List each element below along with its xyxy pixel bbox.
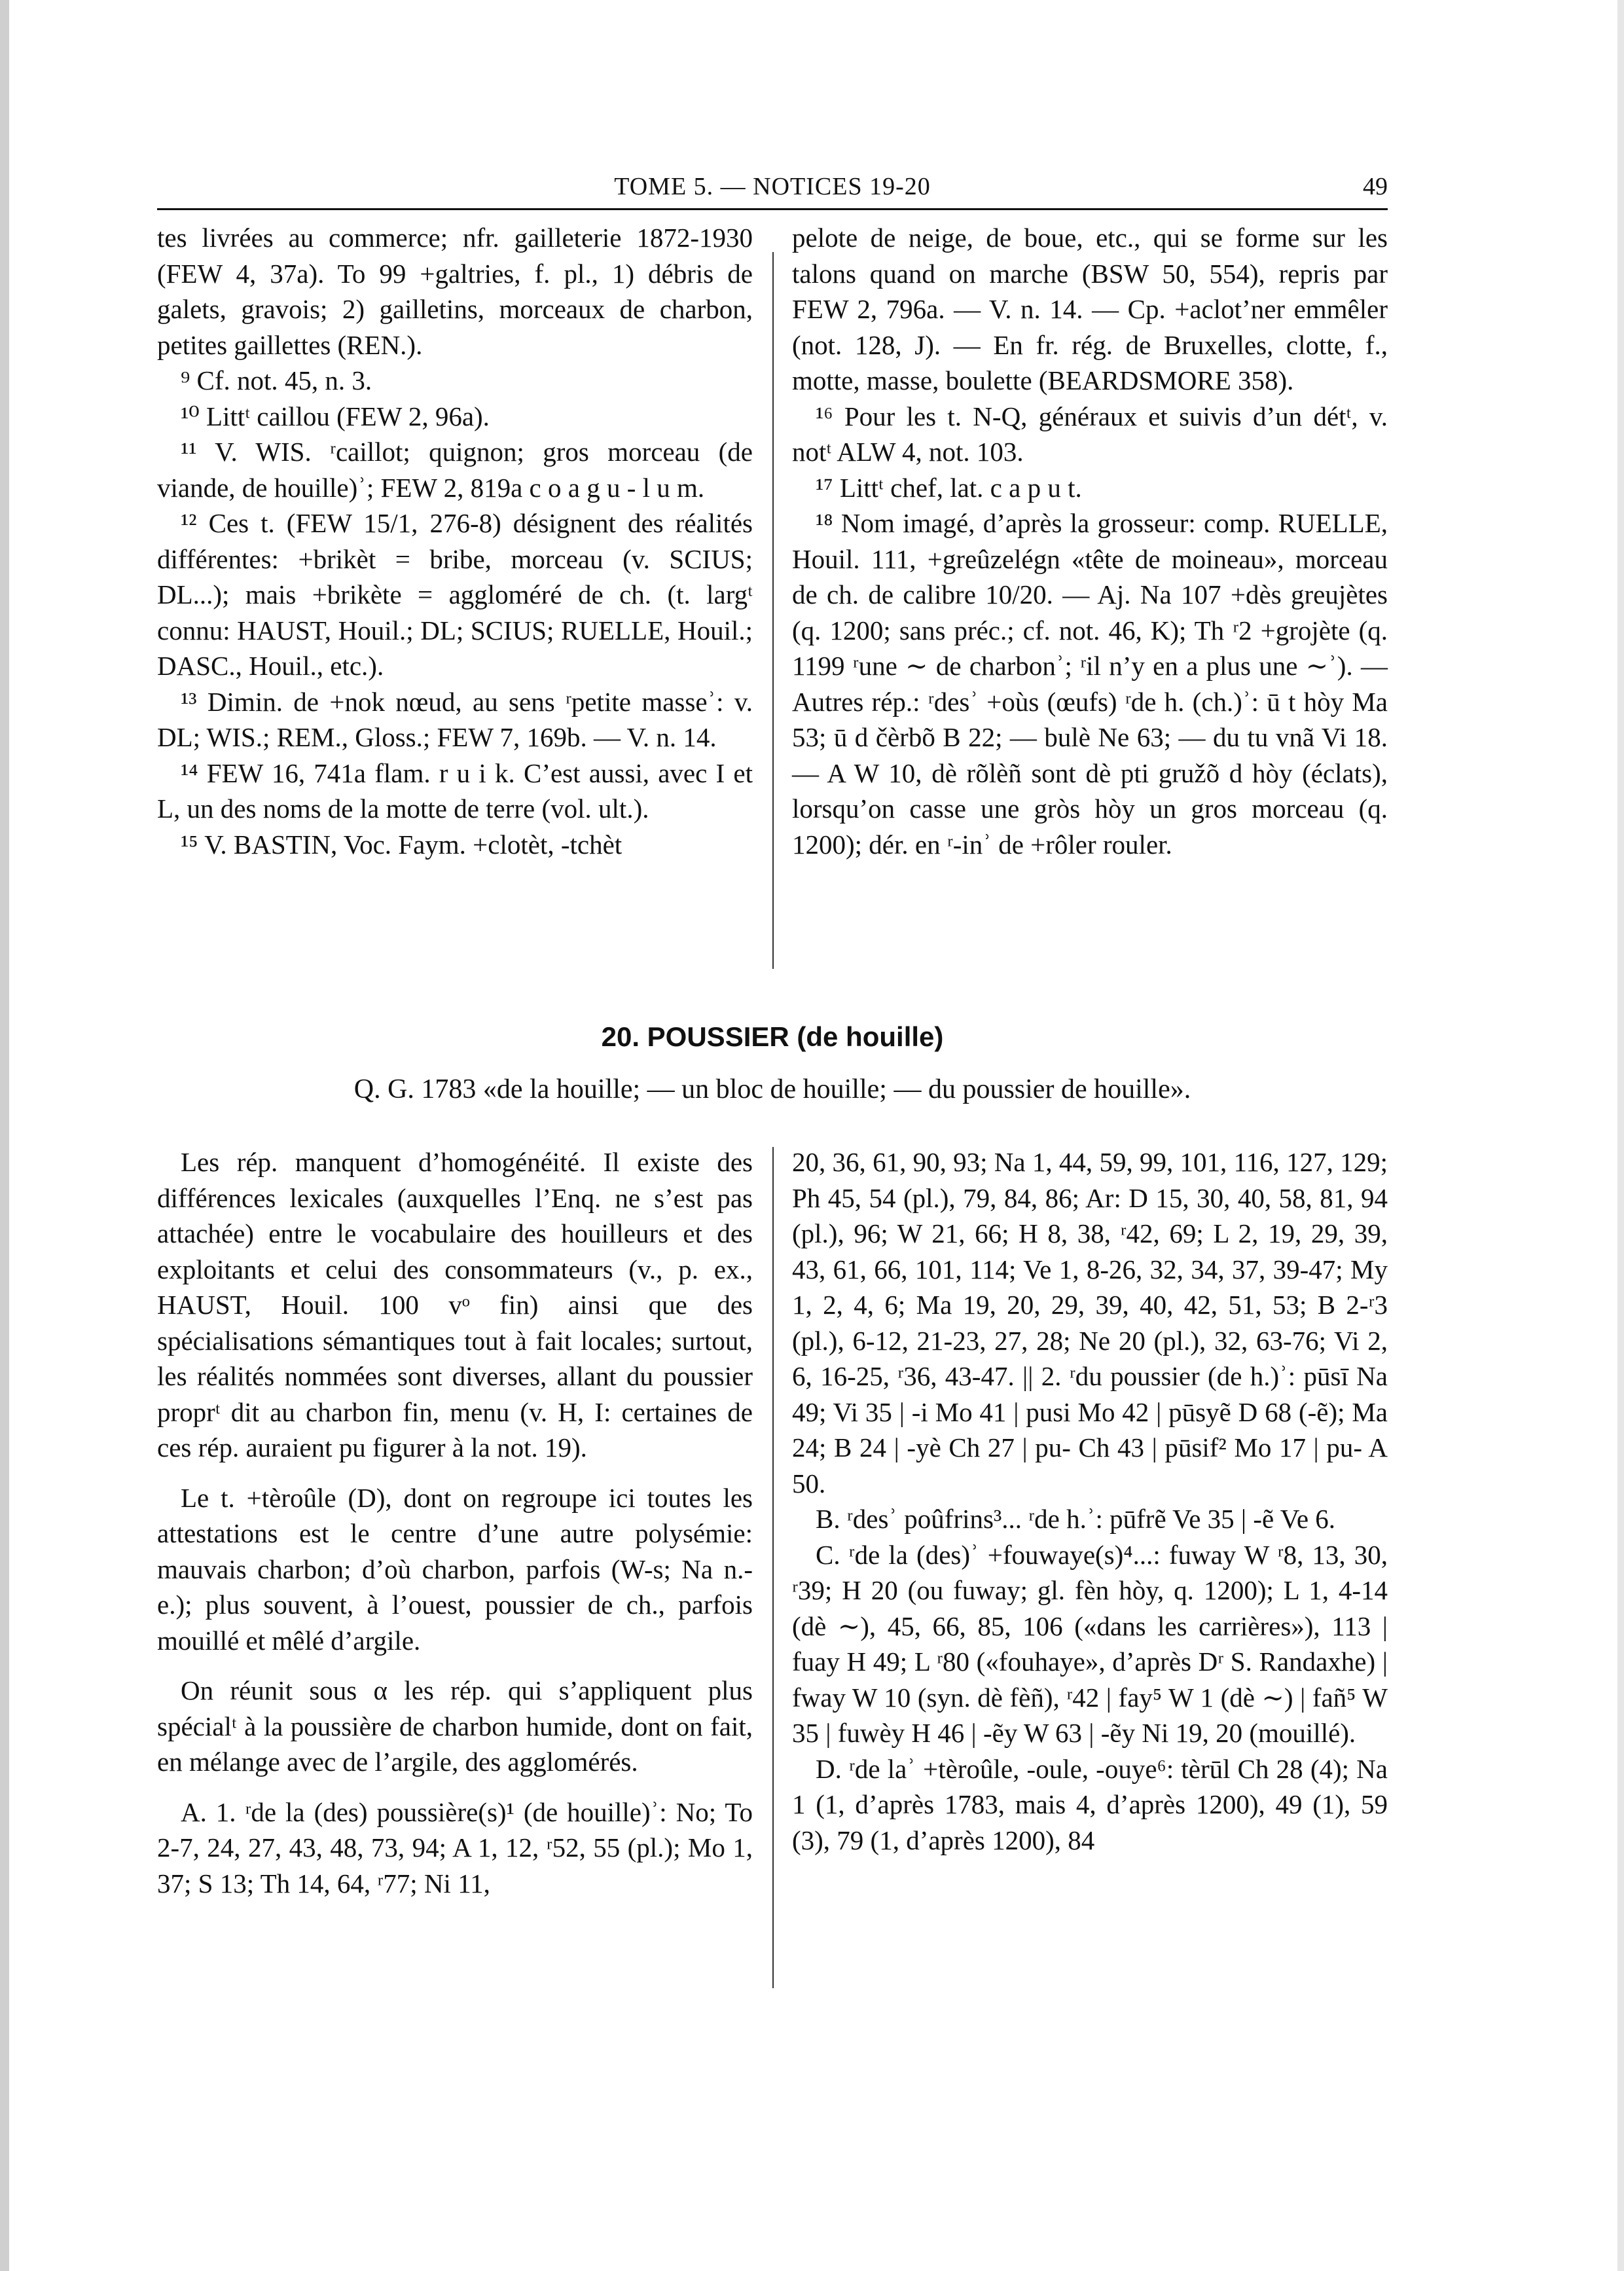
section-title: 20. POUSSIER (de houille) <box>601 1021 944 1052</box>
footnote-17: ¹⁷ Littᵗ chef, lat. c a p u t. <box>816 472 1082 503</box>
footnote-9: ⁹ Cf. not. 45, n. 3. <box>181 365 372 395</box>
page-header <box>157 167 1388 206</box>
footnote-10: ¹⁰ Littᵗ caillou (FEW 2, 96a). <box>181 401 490 431</box>
footnote-11: ¹¹ V. WIS. ʳcaillot; quignon; gros morceau (de viande, de houille)ʾ; FEW 2, 819a c o a g u - l u m. <box>157 437 753 503</box>
header-rule <box>157 208 1388 210</box>
footnote-12: ¹² Ces t. (FEW 15/1, 276-8) désignent des réalités différentes: +brikèt = bribe, morceau (v. SCIUS; DL...); mais +brikète = aggloméré de ch. (t. largᵗ connu: HAUST, Houil.; DL; SCIUS; RUELLE, Houil.; DASC., Houil., etc.). <box>157 508 753 681</box>
body-paragraph: Les rép. manquent d’homogénéité. Il existe des différences lexicales (auxquelles l’Enq. ne s’est pas attachée) entre le vocabulaire des houilleurs et des exploitants et celui des consommateurs (v., p. ex., HAUST, Houil. 100 vᵒ fin) ainsi que des spécialisations sémantiques tout à fait locales; surtout, les réalités nommées sont diverses, allant du poussier proprᵗ dit au charbon fin, menu (v. H, I: certaines de ces rép. auraient pu figurer à la not. 19). <box>157 1147 753 1463</box>
running-head: TOME 5. — NOTICES 19-20 <box>614 173 931 200</box>
body-paragraph-D: D. ʳde laʾ +tèroûle, -oule, -ouye⁶: tèrūl Ch 28 (4); Na 1 (1, d’après 1783, mais 4, d’après 1200), 49 (1), 59 (3), 79 (1, d’après 1200), 84 <box>792 1753 1388 1855</box>
column-divider-bottom <box>772 1147 774 1988</box>
notes-right-column <box>792 220 1388 862</box>
footnote-16: ¹⁶ Pour les t. N-Q, généraux et suivis d’un détᵗ, v. notᵗ ALW 4, not. 103. <box>792 401 1388 467</box>
body-paragraph-A-continuation: 20, 36, 61, 90, 93; Na 1, 44, 59, 99, 101, 116, 127, 129; Ph 45, 54 (pl.), 79, 84, 86; Ar: D 15, 30, 40, 58, 81, 94 (pl.), 96; W 21, 66; H 8, 38, ʳ42, 69; L 2, 19, 29, 39, 43, 61, 66, 101, 114; Ve 1, 8-26, 32, 34, 37, 39-47; My 1, 2, 4, 6; Ma 19, 20, 29, 39, 40, 42, 51, 53; B 2-ʳ3 (pl.), 6-12, 21-23, 27, 28; Ne 20 (pl.), 32, 63-76; Vi 2, 6, 16-25, ʳ36, 43-47. || 2. ʳdu poussier (de h.)ʾ: pūsī Na 49; Vi 35 | -i Mo 41 | pusi Mo 42 | pūsyẽ D 68 (-ẽ); Ma 24; B 24 | -yè Ch 27 | pu- Ch 43 | pūsif² Mo 17 | pu- A 50. <box>792 1147 1388 1499</box>
column-divider-top <box>772 252 774 969</box>
body-right-column <box>792 1144 1388 1858</box>
body-paragraph-B: B. ʳdesʾ poûfrins³... ʳde h.ʾ: pūfrẽ Ve 35 | -ẽ Ve 6. <box>816 1504 1336 1534</box>
scan-border-left <box>0 0 9 2271</box>
note-continuation: tes livrées au commerce; nfr. gailleterie 1872-1930 (FEW 4, 37a). To 99 +galtries, f. pl., 1) débris de galets, gravois; 2) gailletins, morceaux de charbon, petites gaillettes (REN.). <box>157 223 753 360</box>
body-paragraph: On réunit sous α les rép. qui s’appliquent plus spécialᵗ à la poussière de charbon humide, dont on fait, en mélange avec de l’argile, des agglomérés. <box>157 1675 753 1777</box>
footnote-18: ¹⁸ Nom imagé, d’après la grosseur: comp. RUELLE, Houil. 111, +greûzelégn «tête de moineau», morceau de ch. de calibre 10/20. — Aj. Na 107 +dès greujètes (q. 1200; sans préc.; cf. not. 46, K); Th ʳ2 +grojète (q. 1199 ʳune ∼ de charbonʾ; ʳil n’y en a plus une ∼ʾ). — Autres rép.: ʳdesʾ +oùs (œufs) ʳde h. (ch.)ʾ: ū t hòy Ma 53; ū d čèrbõ B 22; — bulè Ne 63; — du tu vnã Vi 18. — A W 10, dè rõlèñ sont dè pti gružõ d hòy (éclats), lorsqu’on casse une gròs hòy un gros morceau (q. 1200); dér. en ʳ-inʾ de +rôler rouler. <box>792 508 1388 860</box>
body-left-column <box>157 1144 753 1901</box>
footnote-14: ¹⁴ FEW 16, 741a flam. r u i k. C’est aussi, avec I et L, un des noms de la motte de terre (vol. ult.). <box>157 757 753 824</box>
scan-border-right <box>1617 0 1624 2271</box>
body-paragraph: Le t. +tèroûle (D), dont on regroupe ici toutes les attestations est le centre d’une autre polysémie: mauvais charbon; d’où charbon, parfois (W-s; Na n.-e.); plus souvent, à l’ouest, poussier de ch., parfois mouillé et mêlé d’argile. <box>157 1482 753 1656</box>
notes-left-column <box>157 220 753 862</box>
body-paragraph-A: A. 1. ʳde la (des) poussière(s)¹ (de houille)ʾ: No; To 2-7, 24, 27, 43, 48, 73, 94; A 1, 12, ʳ52, 55 (pl.); Mo 1, 37; S 13; Th 14, 64, ʳ77; Ni 11, <box>157 1796 753 1899</box>
section-question: Q. G. 1783 «de la houille; — un bloc de houille; — du poussier de houille». <box>353 1074 1191 1104</box>
footnote-15: ¹⁵ V. BASTIN, Voc. Faym. +clotèt, -tchèt <box>181 829 623 860</box>
footnote-15-continuation: pelote de neige, de boue, etc., qui se forme sur les talons quand on marche (BSW 50, 554), repris par FEW 2, 796a. — V. n. 14. — Cp. +aclot’ner emmêler (not. 128, J). — En fr. rég. de Bruxelles, clotte, f., motte, masse, boulette (BEARDSMORE 358). <box>792 223 1388 395</box>
body-paragraph-C: C. ʳde la (des)ʾ +fouwaye(s)⁴...: fuway W ʳ8, 13, 30, ʳ39; H 20 (ou fuway; gl. fèn hòy, q. 1200); L 1, 4-14 (dè ∼), 45, 66, 85, 106 («dans les carrières»), 113 | fuay H 49; L ʳ80 («fouhaye», d’après Dʳ S. Randaxhe) | fway W 10 (syn. dè fèñ), ʳ42 | fay⁵ W 1 (dè ∼) | fañ⁵ W 35 | fuwèy H 46 | -ẽy W 63 | -ẽy Ni 19, 20 (mouillé). <box>792 1539 1388 1748</box>
footnote-13: ¹³ Dimin. de +nok nœud, au sens ʳpetite masseʾ: v. DL; WIS.; REM., Gloss.; FEW 7, 169b. — V. n. 14. <box>157 686 753 752</box>
page-number: 49 <box>1363 173 1388 200</box>
